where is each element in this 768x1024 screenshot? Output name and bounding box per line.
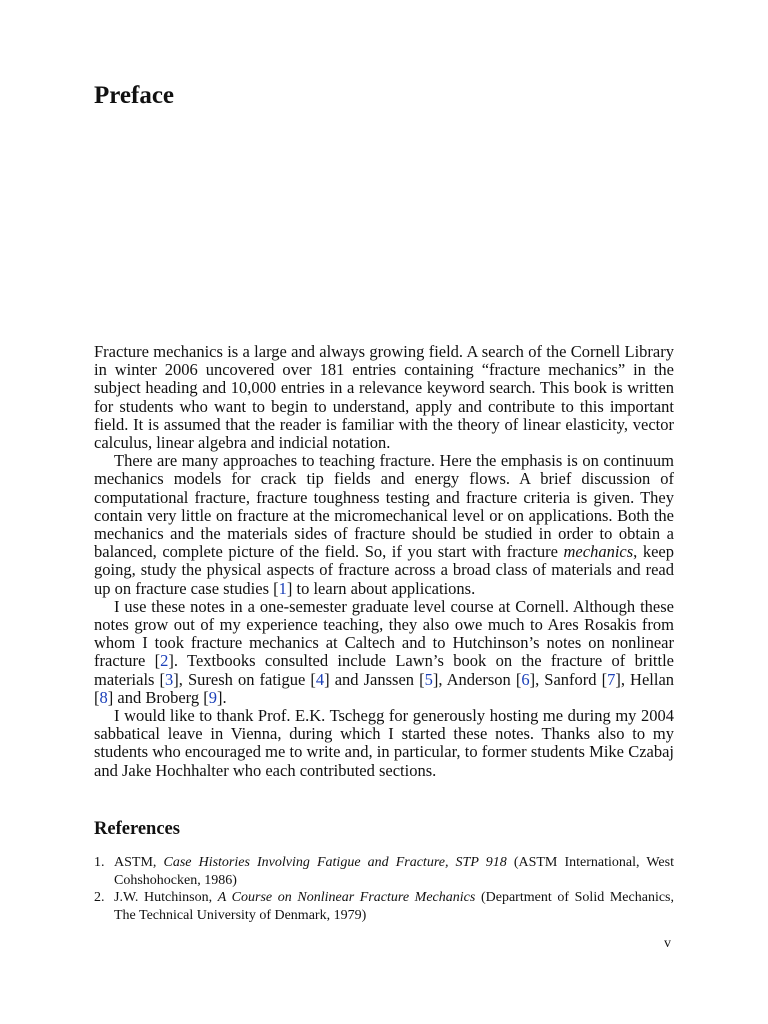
text-run: ], Suresh on fatigue [: [173, 669, 316, 689]
text-run: I use these notes in a one-semester graduate level course at Cornell. Although these notes grow out of my experience teaching, they also owe much to Ares Rosakis from whom I took fracture mechanics at Caltech and to Hutchinson’s notes on nonlinear fracture [: [94, 596, 674, 671]
citation-link[interactable]: 5: [424, 669, 433, 689]
references-heading: References: [94, 819, 180, 839]
text-run: There are many approaches to teaching fracture. Here the emphasis is on continuum mechanics models for crack tip fields and energy flows. A brief discussion of computational fracture, fracture toughness testing and fracture criteria is given. They contain very little on fracture at the micromechanical level or on applications. Both the mechanics and the materials sides of fracture should be studied in order to obtain a balanced, complete picture of the field. So, if you start with fracture: [94, 451, 674, 562]
preface-body: [94, 343, 674, 780]
reference-number: 1.: [94, 855, 105, 870]
reference-work-title: A Course on Nonlinear Fracture Mechanics: [217, 890, 476, 906]
text-run: ]. Textbooks consulted include Lawn’s book on the fracture of brittle materials [: [94, 651, 674, 689]
text-run: ], Sanford [: [529, 669, 608, 689]
page-number: v: [664, 936, 671, 951]
reference-work-title: Case Histories Involving Fatigue and Fracture, STP 918: [163, 855, 507, 870]
text-run: ] and Janssen [: [324, 669, 425, 689]
text-run: Fracture mechanics is a large and always growing field. A search of the Cornell Library in winter 2006 uncovered over 181 entries containing “fracture mechanics” in the subject heading and 10,000 entries in a relevance keyword search. This book is written for students who want to begin to understand, apply and contribute to this important field. It is assumed that the reader is familiar with the theory of linear elasticity, vector calculus, linear algebra and indicial notation.: [94, 342, 674, 453]
text-run: I would like to thank Prof. E.K. Tschegg for generously hosting me during my 2004 sabbatical leave in Vienna, during which I started these notes. Thanks also to my students who encouraged me to write and, in particular, to former students Mike Czabaj and Jake Hochhalter who each contributed sections.: [94, 706, 674, 780]
paragraph: [94, 452, 674, 598]
reference-details: (Department of Solid Mechanics, The Technical University of Denmark, 1979): [114, 890, 674, 923]
paragraph: [94, 598, 674, 707]
text-run: ] to learn about applications.: [286, 578, 476, 598]
citation-link[interactable]: 8: [99, 687, 108, 707]
text-run: , keep going, study the physical aspects of fracture across a broad class of materials and read up on fracture case studies [: [94, 542, 674, 598]
citation-link[interactable]: 9: [208, 687, 217, 707]
reference-item: [94, 889, 674, 924]
reference-author: J.W. Hutchinson,: [114, 890, 218, 906]
text-run: ].: [216, 687, 227, 707]
paragraph: [94, 707, 674, 780]
text-run: ], Anderson [: [432, 669, 522, 689]
emphasized-text: mechanics: [563, 542, 634, 562]
citation-link[interactable]: 6: [521, 669, 530, 689]
citation-link[interactable]: 3: [165, 669, 174, 689]
citation-link[interactable]: 2: [160, 651, 169, 671]
reference-item: [94, 854, 674, 889]
paragraph: [94, 343, 674, 452]
text-run: ], Hellan [: [94, 669, 675, 707]
chapter-title: Preface: [94, 82, 175, 109]
citation-link[interactable]: 7: [607, 669, 616, 689]
reference-number: 2.: [94, 890, 105, 906]
reference-list: [94, 854, 674, 924]
reference-details: (ASTM International, West Cohshohocken, 1986): [114, 855, 674, 888]
reference-author: ASTM,: [114, 855, 164, 870]
citation-link[interactable]: 4: [315, 669, 325, 689]
citation-link[interactable]: 1: [278, 578, 287, 598]
text-run: ] and Broberg [: [107, 687, 209, 707]
